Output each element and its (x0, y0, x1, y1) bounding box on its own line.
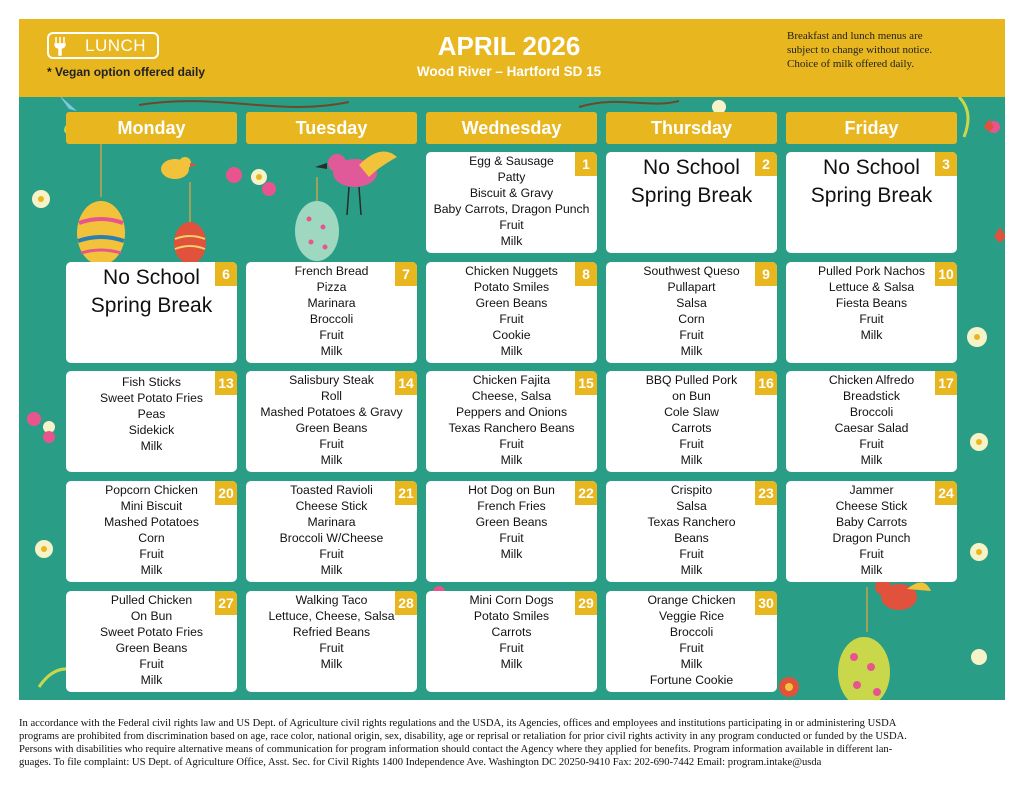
menu-line: Crispito (670, 483, 713, 497)
menu-items (66, 482, 237, 578)
menu-line: Fruit (859, 547, 884, 561)
menu-line: Milk (500, 453, 523, 467)
footer-line: guages. To file complaint: US Dept. of Agriculture Office, Asst. Sec. for Civil Rights 1400 Independence Ave. Washington DC 20250-9410 Fax: 202-690-7442 Email: program.intake@usda (19, 757, 822, 768)
logo-label: LUNCH (85, 35, 147, 55)
menu-line: Milk (500, 344, 523, 358)
menu-items (786, 482, 957, 578)
day-number: 6 (215, 262, 237, 286)
menu-line: Breadstick (843, 389, 900, 403)
menu-line: Southwest Queso (643, 264, 740, 278)
lunch-logo (47, 32, 159, 59)
day-number: 15 (575, 371, 597, 395)
notice-line: Breakfast and lunch menus are (787, 30, 923, 42)
menu-line: Corn (138, 531, 165, 545)
footer-line: In accordance with the Federal civil rights law and US Dept. of Agriculture civil rights regulations and the USDA, its Agencies, offices and employees and institutions participating in or administering USDA (19, 718, 897, 729)
menu-line: Mini Biscuit (120, 499, 183, 513)
menu-items (606, 372, 777, 468)
menu-line: Fruit (859, 437, 884, 451)
day-number: 23 (755, 481, 777, 505)
menu-line: Fiesta Beans (835, 296, 908, 310)
menu-line: Milk (140, 439, 163, 453)
menu-line: Mini Corn Dogs (469, 593, 554, 607)
day-cell (606, 591, 777, 692)
day-number: 17 (935, 371, 957, 395)
menu-line: Fruit (499, 531, 524, 545)
menu-line: Marinara (307, 296, 356, 310)
menu-line: Milk (140, 673, 163, 687)
usda-nondiscrimination-statement (19, 717, 999, 769)
day-number: 1 (575, 152, 597, 176)
menu-items (786, 372, 957, 468)
menu-items (426, 372, 597, 468)
menu-line: Sweet Potato Fries (100, 625, 203, 639)
menu-line: Milk (860, 563, 883, 577)
menu-line: French Fries (477, 499, 546, 513)
menu-line: Milk (500, 547, 523, 561)
day-number: 16 (755, 371, 777, 395)
closure-notice (66, 262, 237, 320)
day-cell (786, 371, 957, 472)
day-header-thursday: Thursday (606, 112, 777, 144)
closure-notice (786, 152, 957, 210)
district-name: Wood River – Hartford SD 15 (416, 64, 602, 79)
menu-line: Fruit (139, 657, 164, 671)
day-number: 28 (395, 591, 417, 615)
menu-line: Cheese, Salsa (471, 389, 552, 403)
menu-line: Carrots (491, 625, 532, 639)
menu-line: Carrots (671, 421, 712, 435)
menu-line: Potato Smiles (473, 609, 550, 623)
menu-line: Cookie (492, 328, 531, 342)
day-number: 30 (755, 591, 777, 615)
menu-line: Fruit (499, 312, 524, 326)
closure-line: No School (103, 266, 200, 289)
menu-line: Roll (321, 389, 342, 403)
menu-line: Fortune Cookie (649, 673, 734, 687)
menu-line: Broccoli W/Cheese (279, 531, 384, 545)
day-number: 7 (395, 262, 417, 286)
menu-line: Peas (137, 407, 166, 421)
notice-line: subject to change without notice. (787, 44, 933, 56)
day-cell (246, 481, 417, 582)
closure-line: No School (643, 156, 740, 179)
menu-items (426, 592, 597, 672)
menu-items (426, 482, 597, 562)
menu-line: Pulled Pork Nachos (817, 264, 926, 278)
menu-notice (787, 29, 997, 71)
menu-line: Mashed Potatoes & Gravy (260, 405, 403, 419)
menu-line: Texas Ranchero Beans (448, 421, 575, 435)
menu-line: Fruit (679, 328, 704, 342)
menu-line: Cole Slaw (664, 405, 719, 419)
menu-line: Milk (320, 657, 343, 671)
menu-line: Baby Carrots, Dragon Punch (433, 202, 590, 216)
menu-line: Milk (860, 453, 883, 467)
page-title: APRIL 2026 (437, 31, 581, 61)
menu-line: Green Beans (475, 296, 548, 310)
menu-line: Milk (320, 344, 343, 358)
menu-items (606, 592, 777, 688)
menu-line: Chicken Nuggets (465, 264, 558, 278)
menu-items (246, 592, 417, 672)
closure-notice (606, 152, 777, 210)
menu-line: Peppers and Onions (455, 405, 568, 419)
day-cell (426, 152, 597, 253)
menu-line: Green Beans (115, 641, 188, 655)
day-number: 10 (935, 262, 957, 286)
menu-line: Fruit (679, 437, 704, 451)
menu-line: Cheese Stick (835, 499, 908, 513)
menu-line: Milk (680, 563, 703, 577)
day-number: 27 (215, 591, 237, 615)
menu-line: French Bread (294, 264, 369, 278)
menu-line: Hot Dog on Bun (468, 483, 555, 497)
menu-line: Milk (500, 657, 523, 671)
menu-line: Baby Carrots (835, 515, 908, 529)
menu-line: Broccoli (669, 625, 714, 639)
menu-line: Fruit (319, 328, 344, 342)
menu-line: on Bun (672, 389, 711, 403)
menu-line: Broccoli (849, 405, 894, 419)
menu-line: Marinara (307, 515, 356, 529)
menu-line: Pizza (316, 280, 347, 294)
menu-line: Beans (674, 531, 709, 545)
day-number: 14 (395, 371, 417, 395)
menu-line: Pulled Chicken (110, 593, 193, 607)
day-cell (426, 371, 597, 472)
menu-items (786, 263, 957, 343)
menu-line: Refried Beans (292, 625, 371, 639)
vegan-note: * Vegan option offered daily (47, 65, 206, 79)
day-cell (246, 591, 417, 692)
menu-line: Sidekick (128, 423, 175, 437)
menu-line: Milk (320, 453, 343, 467)
menu-line: Cheese Stick (295, 499, 368, 513)
menu-line: Milk (320, 563, 343, 577)
day-cell (426, 591, 597, 692)
menu-items (66, 592, 237, 688)
menu-items (246, 482, 417, 578)
day-cell (426, 481, 597, 582)
day-number: 8 (575, 262, 597, 286)
day-cell (606, 371, 777, 472)
menu-line: Egg & Sausage (469, 154, 554, 168)
day-number: 21 (395, 481, 417, 505)
day-header-friday: Friday (786, 112, 957, 144)
day-header-wednesday: Wednesday (426, 112, 597, 144)
closure-line: Spring Break (630, 184, 753, 207)
menu-line: Corn (678, 312, 705, 326)
menu-line: Chicken Fajita (472, 373, 551, 387)
menu-line: Fish Sticks (122, 375, 181, 389)
menu-line: Sweet Potato Fries (100, 391, 203, 405)
day-number: 9 (755, 262, 777, 286)
menu-line: Fruit (679, 641, 704, 655)
menu-line: Patty (497, 170, 526, 184)
menu-line: Potato Smiles (473, 280, 550, 294)
day-number: 20 (215, 481, 237, 505)
menu-line: Fruit (319, 641, 344, 655)
day-number: 2 (755, 152, 777, 176)
footer-line: programs are prohibited from discrimination based on age, race color, national origin, sex, disability, age or reprisal or retaliation for prior civil rights activity in any program conducted or funded by the USDA. (19, 731, 907, 742)
menu-line: Milk (140, 563, 163, 577)
fork-icon (49, 34, 71, 57)
menu-line: Caesar Salad (834, 421, 909, 435)
menu-line: Fruit (499, 218, 524, 232)
day-cell (66, 371, 237, 472)
menu-items (246, 263, 417, 359)
menu-line: Milk (680, 344, 703, 358)
day-cell (786, 262, 957, 363)
menu-line: Fruit (319, 547, 344, 561)
menu-line: Biscuit & Gravy (469, 186, 554, 200)
menu-line: Green Beans (295, 421, 368, 435)
menu-line: Milk (680, 657, 703, 671)
closure-line: Spring Break (90, 294, 213, 317)
day-cell (426, 262, 597, 363)
menu-line: Fruit (499, 641, 524, 655)
menu-line: Pullapart (667, 280, 716, 294)
footer-line: Persons with disabilities who require alternative means of communication for program information should contact the Agency where they applied for benefits. Program information available in different lan- (19, 744, 893, 755)
menu-line: Green Beans (475, 515, 548, 529)
day-cell (606, 481, 777, 582)
menu-line: Milk (680, 453, 703, 467)
menu-line: Fruit (139, 547, 164, 561)
header-banner (19, 19, 1005, 97)
day-number: 22 (575, 481, 597, 505)
day-cell (66, 262, 237, 363)
menu-line: Dragon Punch (832, 531, 911, 545)
day-cell (66, 591, 237, 692)
menu-line: Fruit (859, 312, 884, 326)
day-cell (786, 481, 957, 582)
day-number: 13 (215, 371, 237, 395)
menu-line: BBQ Pulled Pork (645, 373, 738, 387)
day-cell (246, 371, 417, 472)
day-number: 24 (935, 481, 957, 505)
day-header-monday: Monday (66, 112, 237, 144)
day-cell (786, 152, 957, 253)
closure-line: No School (823, 156, 920, 179)
day-cell (606, 152, 777, 253)
menu-line: Chicken Alfredo (828, 373, 915, 387)
menu-line: Walking Taco (295, 593, 368, 607)
menu-line: On Bun (130, 609, 173, 623)
menu-line: Fruit (319, 437, 344, 451)
menu-items (606, 482, 777, 578)
menu-line: Fruit (679, 547, 704, 561)
menu-line: Milk (500, 234, 523, 248)
menu-line: Fruit (499, 437, 524, 451)
menu-line: Salsa (676, 499, 707, 513)
menu-line: Toasted Ravioli (290, 483, 373, 497)
menu-items (606, 263, 777, 359)
day-cell (606, 262, 777, 363)
menu-line: Jammer (849, 483, 894, 497)
day-number: 29 (575, 591, 597, 615)
menu-line: Salsa (676, 296, 707, 310)
menu-items (426, 263, 597, 359)
menu-line: Lettuce, Cheese, Salsa (268, 609, 395, 623)
menu-line: Broccoli (309, 312, 354, 326)
menu-line: Salisbury Steak (289, 373, 374, 387)
menu-line: Texas Ranchero (647, 515, 736, 529)
menu-line: Milk (860, 328, 883, 342)
day-number: 3 (935, 152, 957, 176)
menu-line: Veggie Rice (658, 609, 725, 623)
menu-line: Mashed Potatoes (104, 515, 199, 529)
menu-line: Popcorn Chicken (105, 483, 198, 497)
menu-line: Orange Chicken (647, 593, 736, 607)
menu-line: Lettuce & Salsa (828, 280, 915, 294)
day-cell (66, 481, 237, 582)
notice-line: Choice of milk offered daily. (787, 58, 915, 70)
day-cell (246, 262, 417, 363)
closure-line: Spring Break (810, 184, 933, 207)
day-header-tuesday: Tuesday (246, 112, 417, 144)
menu-items (66, 374, 237, 454)
menu-items (426, 153, 597, 249)
menu-items (246, 372, 417, 468)
